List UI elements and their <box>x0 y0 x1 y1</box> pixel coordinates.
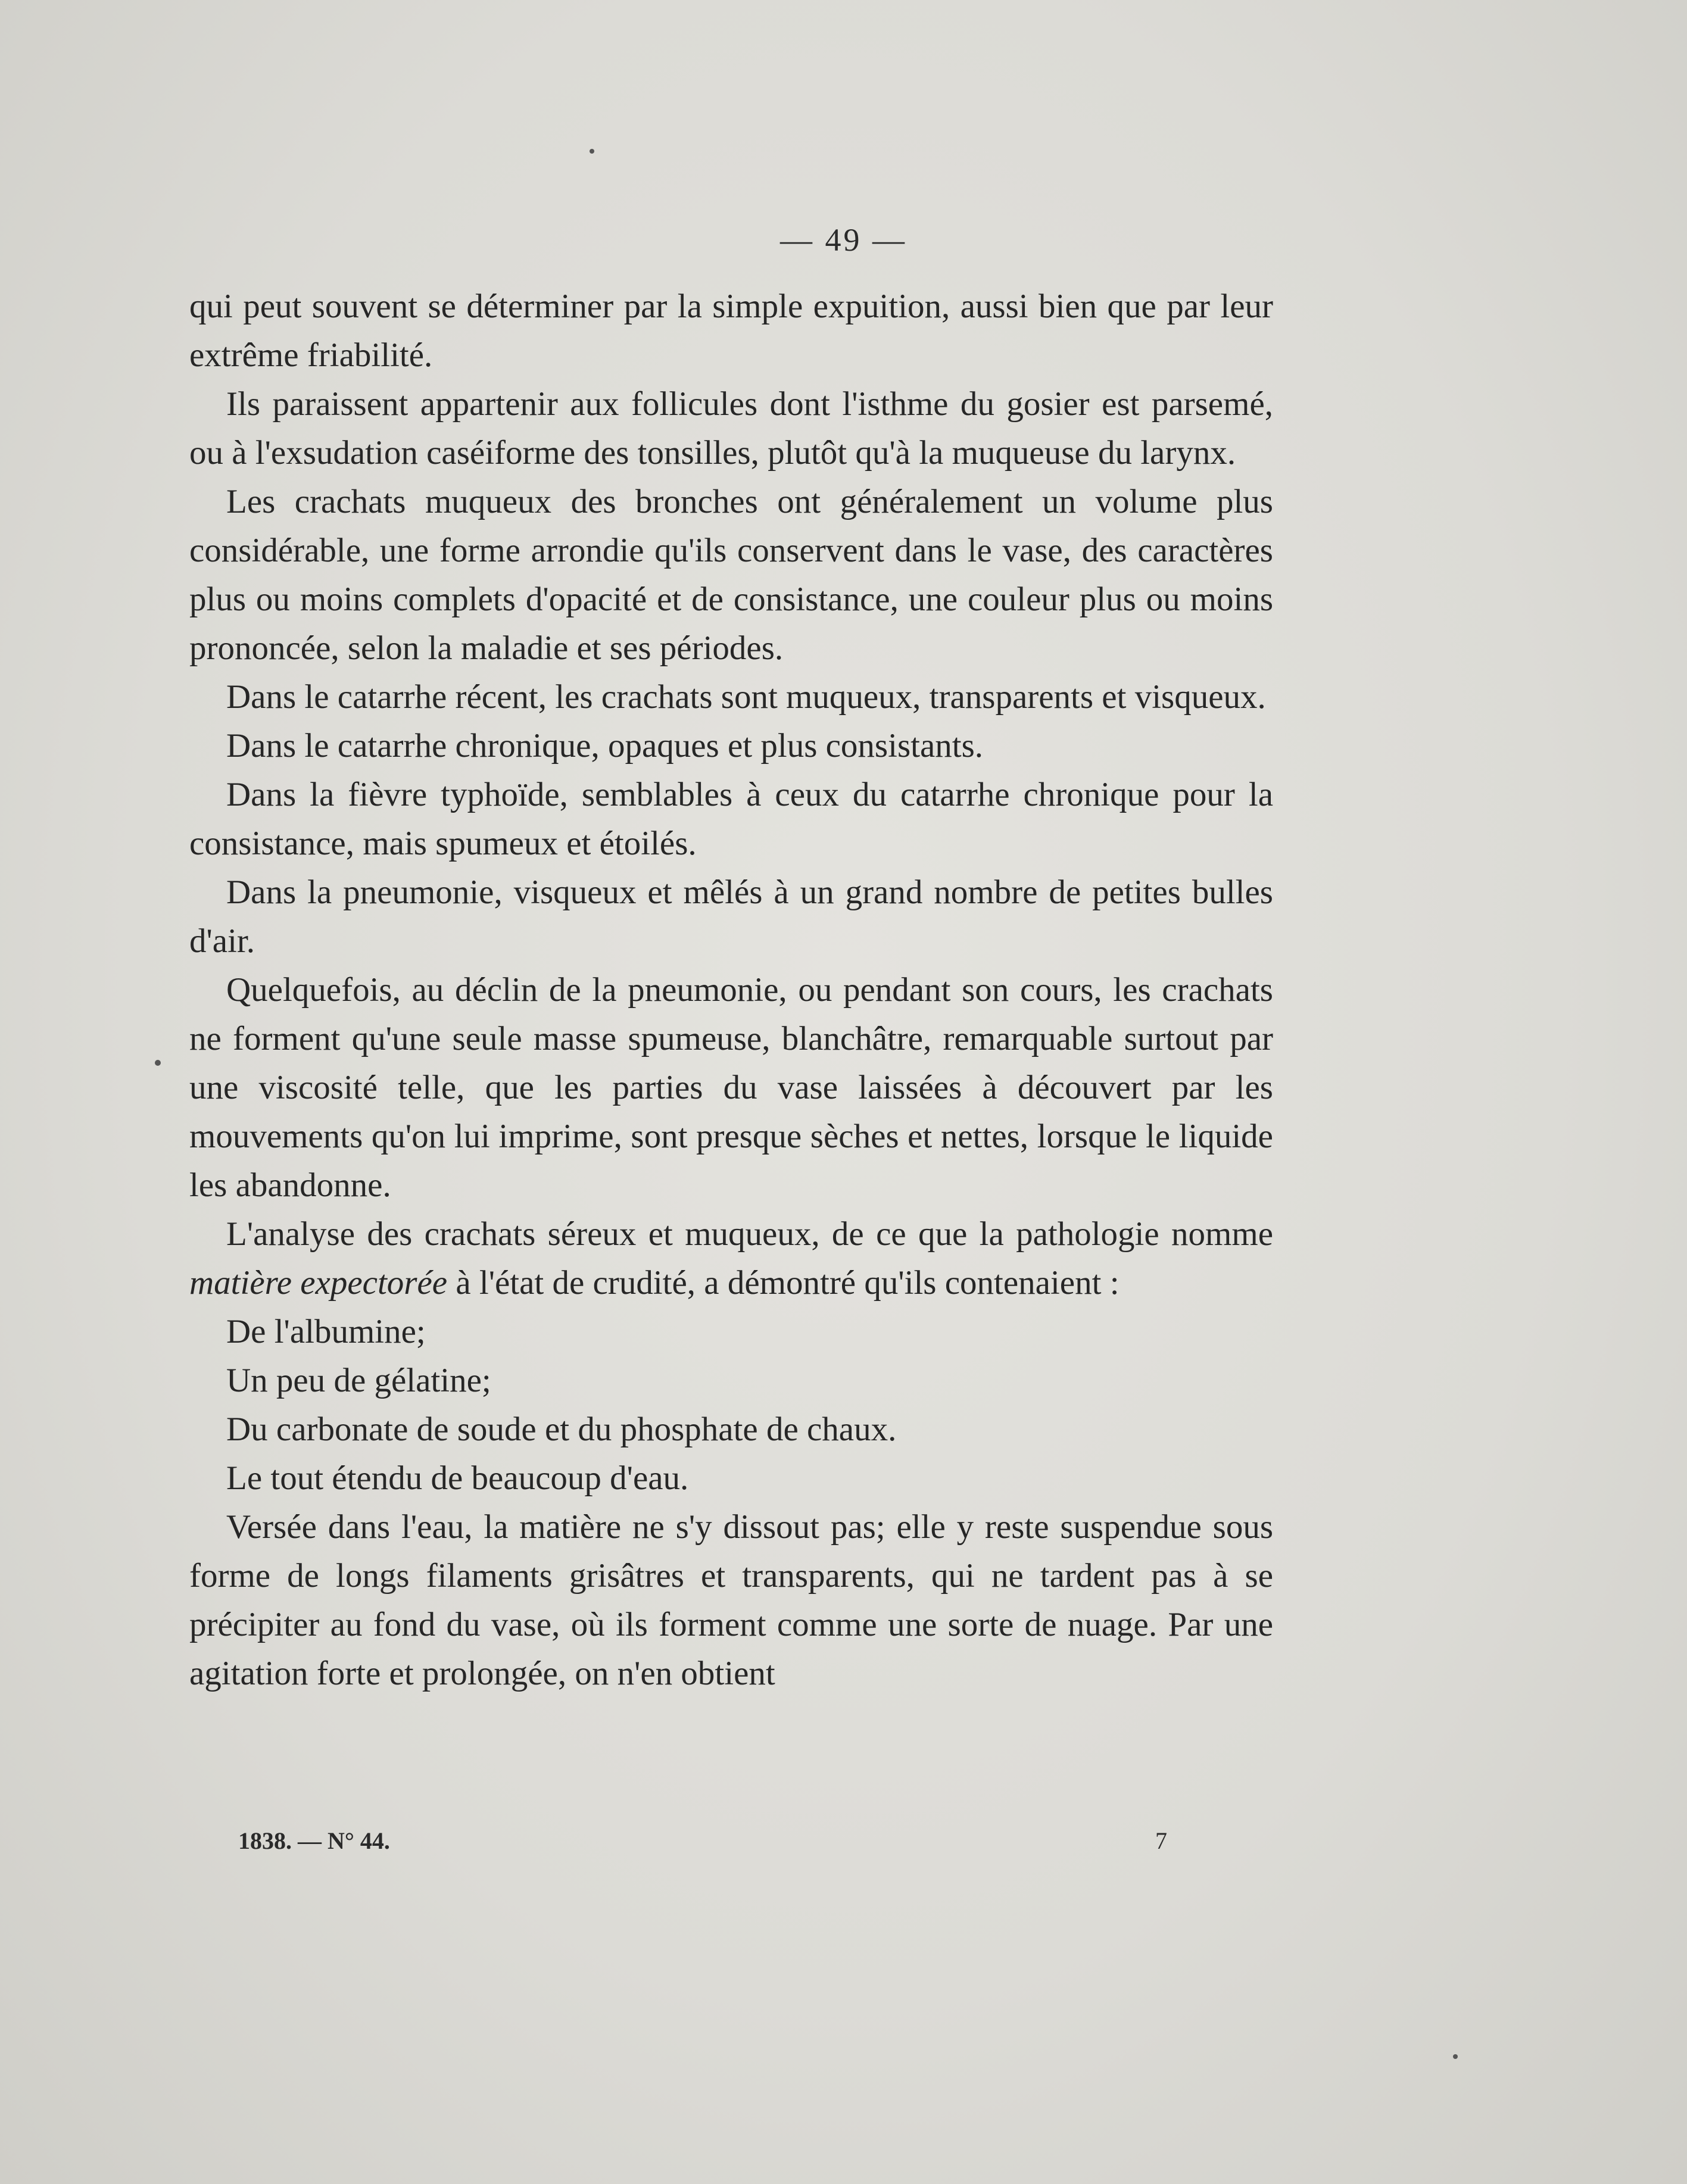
paragraph: Dans la pneumonie, visqueux et mêlés à un grand nombre de petites bulles d'air. <box>189 873 1273 960</box>
paragraph: Ils paraissent appartenir aux follicules dont l'isthme du gosier est parsemé, ou à l'exsudation caséiforme des tonsilles, plutôt qu'à la muqueuse du larynx. <box>189 385 1273 472</box>
paragraph: qui peut souvent se déterminer par la simple expuition, aussi bien que par leur extrême friabilité. <box>189 288 1273 374</box>
paragraph-part: L'analyse des crachats séreux et muqueux, de ce que la pathologie nomme <box>226 1215 1273 1253</box>
list-item: Le tout étendu de beaucoup d'eau. <box>226 1459 689 1497</box>
paragraph: Dans le catarrhe chronique, opaques et plus consistants. <box>226 727 984 765</box>
printer-signature: 1838. — N° 44. <box>238 1827 390 1854</box>
paragraph: Quelquefois, au déclin de la pneumonie, ou pendant son cours, les crachats ne forment qu'une seule masse spumeuse, blanchâtre, remarquable surtout par une viscosité telle, que les parties du vase laissées à découvert par les mouvements qu'on lui imprime, sont presque sèches et nettes, lorsque le liquide les abandonne. <box>189 971 1273 1204</box>
list-item: Du carbonate de soude et du phosphate de chaux. <box>226 1411 897 1448</box>
paper-speck <box>1453 2054 1458 2059</box>
paragraph: Versée dans l'eau, la matière ne s'y dissout pas; elle y reste suspendue sous forme de longs filaments grisâtres et transparents, qui ne tardent pas à se précipiter au fond du vase, où ils forment comme une sorte de nuage. Par une agitation forte et prolongée, on n'en obtient <box>189 1508 1273 1692</box>
paper-speck <box>155 1060 161 1066</box>
body-text <box>189 282 1273 1698</box>
paper-speck <box>590 149 594 154</box>
list-item: De l'albumine; <box>226 1313 426 1350</box>
paragraph <box>189 1210 1273 1308</box>
paragraph: Dans la fièvre typhoïde, semblables à ceux du catarrhe chronique pour la consistance, mais spumeux et étoilés. <box>189 776 1273 862</box>
page-number: — 49 — <box>780 222 907 258</box>
paragraph: Les crachats muqueux des bronches ont généralement un volume plus considérable, une forme arrondie qu'ils conservent dans le vase, des caractères plus ou moins complets d'opacité et de consistance, une couleur plus ou moins prononcée, selon la maladie et ses périodes. <box>189 483 1273 667</box>
paragraph: Dans le catarrhe récent, les crachats sont muqueux, transparents et visqueux. <box>226 678 1266 716</box>
italic-term: matière expectorée <box>189 1264 448 1302</box>
sheet-number: 7 <box>1155 1827 1167 1854</box>
paragraph-part: à l'état de crudité, a démontré qu'ils contenaient : <box>447 1264 1120 1302</box>
list-item: Un peu de gélatine; <box>226 1362 491 1399</box>
